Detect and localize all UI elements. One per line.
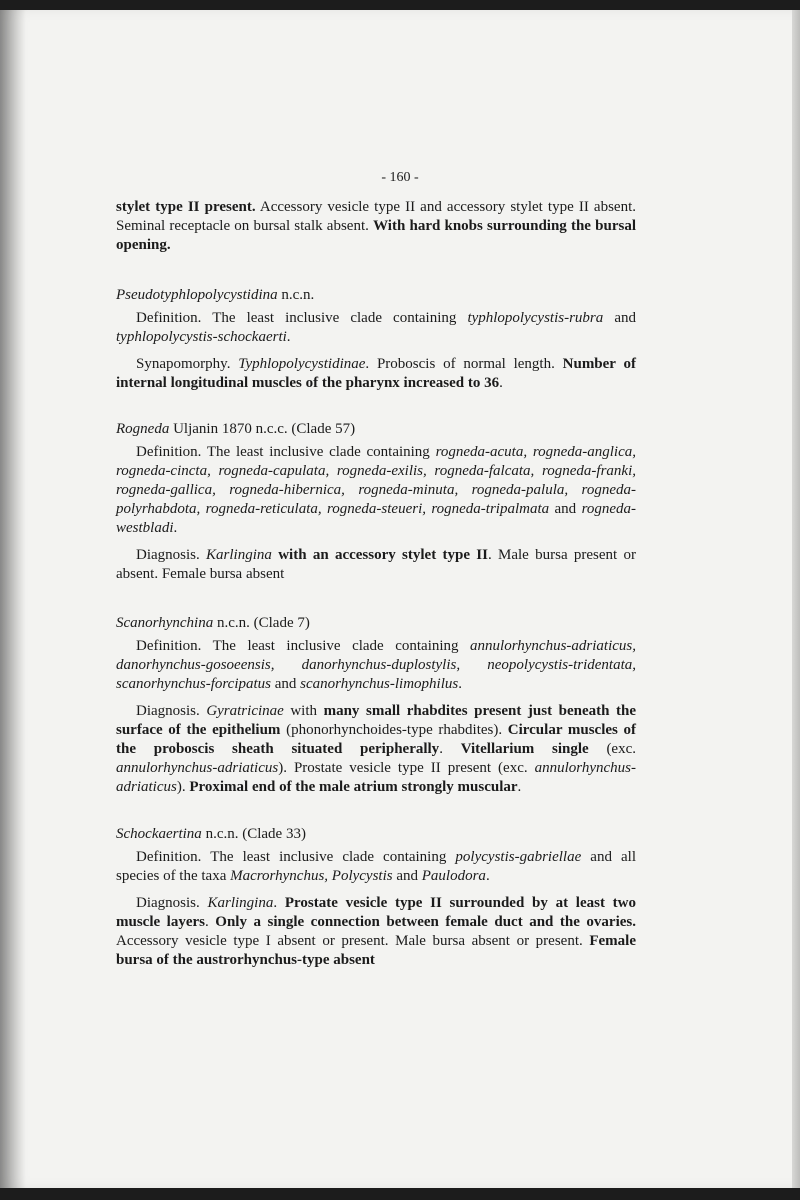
schock-diagnosis — [116, 894, 636, 970]
page-edge — [792, 10, 800, 1188]
scano-def-pre: Definition. The least inclusive clade containing — [136, 638, 471, 654]
schock-taxon-name: Schockaertina — [116, 826, 202, 842]
schock-def-t1: and all species of the taxa — [116, 849, 637, 884]
scano-diag-t2: (phonorhynchoides-type rhabdites). — [280, 722, 508, 738]
schock-heading-suffix: n.c.n. (Clade 33) — [201, 826, 306, 842]
intro-bold-1: stylet type II present. — [116, 199, 256, 215]
scano-diag-b2: Circular muscles of the proboscis sheath situated peripherally — [116, 722, 637, 757]
pseudo-taxon-name: Pseudotyphlopolycystidina — [116, 287, 278, 303]
schock-definition — [116, 848, 636, 886]
scano-diagnosis — [116, 702, 636, 797]
schock-def-and: and — [392, 868, 422, 884]
scano-diag-t3: . — [439, 741, 461, 757]
scano-diag-b4: Proximal end of the male atrium strongly muscular — [189, 779, 518, 795]
schock-diag-b2: Only a single connection between female duct and the ovaries. — [215, 914, 637, 930]
intro-paragraph — [116, 198, 636, 255]
pseudo-def-taxon-2: typhlopolycystis-schockaerti — [116, 329, 287, 345]
page-number: - 160 - — [381, 170, 419, 185]
schock-diag-t1: . — [273, 895, 285, 911]
scano-diag-pre: Diagnosis. — [136, 703, 207, 719]
scan-top-border — [0, 0, 800, 10]
scano-diag-taxon: Gyratricinae — [206, 703, 284, 719]
rogneda-def-pre: Definition. The least inclusive clade containing — [136, 444, 436, 460]
scano-heading-suffix: n.c.n. (Clade 7) — [213, 615, 310, 631]
rogneda-diag-text: . Male bursa present or absent. Female bursa absent — [116, 547, 637, 582]
scano-diag-end: . — [517, 779, 522, 795]
scano-def-last-taxon: scanorhynchus-limophilus — [300, 676, 459, 692]
scano-diag-t1: with — [283, 703, 324, 719]
rogneda-diag-bold: with an accessory stylet type II — [271, 547, 488, 563]
scano-diag-i2: annulorhynchus-adriaticus — [116, 760, 279, 776]
scano-diag-b3: Vitellarium single — [460, 741, 589, 757]
page-content — [116, 198, 636, 970]
schock-diag-t3: Accessory vesicle type I absent or present. Male bursa absent or present. — [116, 933, 590, 949]
rogneda-def-last-taxon: rogneda-westbladi — [116, 501, 636, 536]
schock-diag-b3: Female bursa of the austrorhynchus-type absent — [116, 933, 636, 968]
schock-def-i1: polycystis-gabriellae — [455, 849, 582, 865]
scano-taxon-name: Scanorhynchina — [116, 615, 214, 631]
scano-diag-b1: many small rhabdites present just beneath the surface of the epithelium — [116, 703, 637, 738]
schock-diag-b1: Prostate vesicle type II surrounded by at least two muscle layers — [116, 895, 637, 930]
schock-def-i3: Paulodora — [421, 868, 486, 884]
scano-diag-t4: (exc. — [588, 741, 637, 757]
rogneda-taxon-name: Rogneda — [116, 421, 170, 437]
scano-definition — [116, 637, 636, 694]
scano-def-taxa: annulorhynchus-adriaticus, danorhynchus-gosoeensis, danorhynchus-duplostylis, neopolycystis-tridentata, scanorhynchus-forcipatus — [116, 638, 636, 692]
pseudo-heading-suffix: n.c.n. — [277, 287, 315, 303]
binding-shadow — [0, 10, 26, 1188]
schock-diag-pre: Diagnosis. — [136, 895, 208, 911]
schock-diag-taxon: Karlingina — [207, 895, 274, 911]
rogneda-diagnosis — [116, 546, 636, 584]
scano-diag-i3: annulorhynchus-adriaticus — [116, 760, 636, 795]
schock-def-i2: Macrorhynchus, Polycystis — [230, 868, 393, 884]
schock-heading — [116, 825, 636, 844]
pseudo-syn-taxon: Typhlopolycystidinae — [238, 356, 366, 372]
scano-heading — [116, 614, 636, 633]
pseudo-def-taxon-1: typhlopolycystis-rubra — [467, 310, 604, 326]
pseudo-syn-bold: Number of internal longitudinal muscles of the pharynx increased to 36 — [116, 356, 636, 391]
pseudo-synapomorphy — [116, 355, 636, 393]
scano-diag-t5: ). Prostate vesicle type II present (exc. — [278, 760, 535, 776]
pseudo-definition — [116, 309, 636, 347]
intro-text: Accessory vesicle type II and accessory stylet type II absent. Seminal receptacle on bursal stalk absent. — [116, 199, 637, 234]
intro-bold-2: With hard knobs surrounding the bursal opening. — [116, 218, 636, 253]
rogneda-def-and: and — [549, 501, 582, 517]
scano-def-and: and — [271, 676, 301, 692]
scan-bottom-border — [0, 1188, 800, 1200]
pseudo-def-end: . — [286, 329, 291, 345]
rogneda-heading — [116, 420, 636, 439]
rogneda-diag-taxon: Karlingina — [206, 547, 272, 563]
rogneda-def-taxa: rogneda-acuta, rogneda-anglica, rogneda-cincta, rogneda-capulata, rogneda-exilis, rogneda-falcata, rogneda-franki, rogneda-gallica, rogneda-hibernica, rogneda-minuta, rogneda-palula, rogneda-polyrhabdota, rogneda-reticulata, rogneda-steueri, rogneda-tripalmata — [116, 444, 636, 517]
schock-def-end: . — [485, 868, 490, 884]
pseudo-def-and: and — [603, 310, 636, 326]
pseudo-syn-pre: Synapomorphy. — [136, 356, 239, 372]
schock-def-pre: Definition. The least inclusive clade containing — [136, 849, 456, 865]
pseudo-syn-end: . — [499, 375, 503, 391]
scano-diag-t6: ). — [176, 779, 190, 795]
scano-def-end: . — [458, 676, 462, 692]
rogneda-heading-suffix: Uljanin 1870 n.c.c. (Clade 57) — [169, 421, 356, 437]
pseudo-def-pre: Definition. The least inclusive clade containing — [136, 310, 468, 326]
pseudo-syn-text: . Proboscis of normal length. — [365, 356, 563, 372]
rogneda-def-end: . — [173, 520, 178, 536]
schock-diag-t2: . — [205, 914, 216, 930]
rogneda-definition — [116, 443, 636, 538]
pseudo-heading — [116, 286, 636, 305]
rogneda-diag-pre: Diagnosis. — [136, 547, 207, 563]
